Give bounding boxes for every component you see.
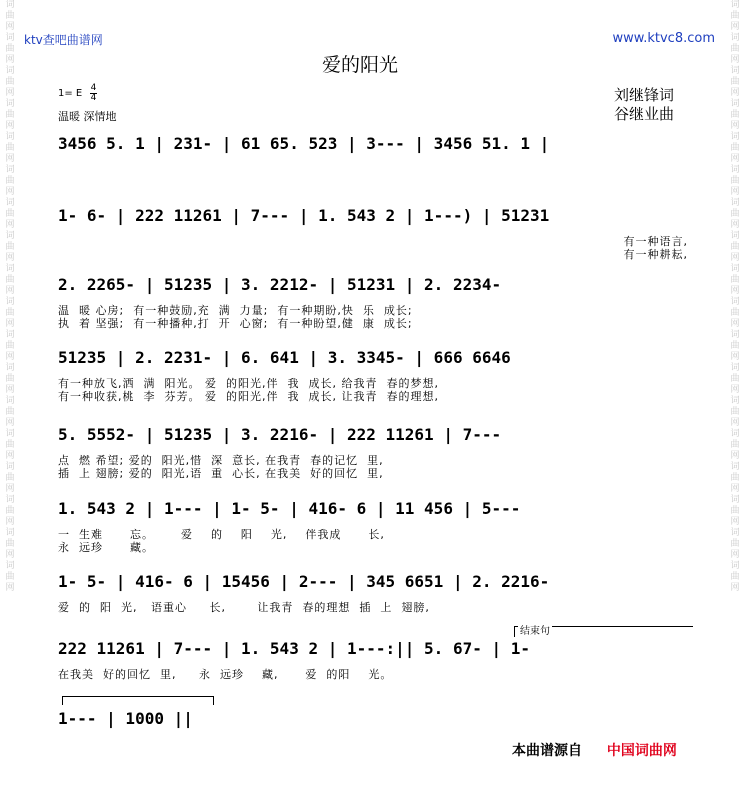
watermark-char: 网 xyxy=(730,418,740,428)
watermark-char: 曲 xyxy=(5,110,15,120)
watermark-char: 网 xyxy=(5,418,15,428)
lyric-verse-2: 永 远珍 藏。 xyxy=(58,541,154,554)
watermark-char: 曲 xyxy=(730,11,740,21)
watermark-char: 词 xyxy=(5,132,15,142)
watermark-char: 曲 xyxy=(730,341,740,351)
watermark-char: 曲 xyxy=(5,374,15,384)
watermark-char: 网 xyxy=(5,550,15,560)
watermark-char: 词 xyxy=(5,99,15,109)
watermark-char: 网 xyxy=(730,484,740,494)
watermark-char: 网 xyxy=(730,55,740,65)
lyric-verse-1: 温 暖 心房; 有一种鼓励,充 满 力量; 有一种期盼,快 乐 成长; xyxy=(58,304,413,317)
watermark-char: 网 xyxy=(5,319,15,329)
lyric-verse-2: 有一种耕耘, xyxy=(623,248,688,261)
watermark-char: 曲 xyxy=(730,44,740,54)
watermark-char: 网 xyxy=(730,385,740,395)
watermark-char: 曲 xyxy=(5,506,15,516)
watermark-char: 曲 xyxy=(5,308,15,318)
watermark-char: 网 xyxy=(730,154,740,164)
watermark-char: 网 xyxy=(5,154,15,164)
watermark-char: 网 xyxy=(730,88,740,98)
source-credit xyxy=(512,740,677,760)
watermark-char: 词 xyxy=(5,528,15,538)
watermark-char: 曲 xyxy=(5,11,15,21)
watermark-char: 曲 xyxy=(730,308,740,318)
watermark-char: 词 xyxy=(5,297,15,307)
watermark-char: 曲 xyxy=(5,440,15,450)
watermark-char: 词 xyxy=(5,561,15,571)
watermark-char: 词 xyxy=(5,165,15,175)
score-row-3 xyxy=(58,272,688,334)
watermark-left xyxy=(2,0,18,787)
watermark-char: 曲 xyxy=(5,539,15,549)
watermark-char: 词 xyxy=(5,264,15,274)
notes: 222 11261 | 7--- | 1. 543 2 | 1---:|| 5. 67- | 1- xyxy=(58,639,531,658)
watermark-char: 曲 xyxy=(5,407,15,417)
notes: 2. 2265- | 51235 | 3. 2212- | 51231 | 2. 2234- xyxy=(58,275,502,294)
notes: 1- 5- | 416- 6 | 15456 | 2--- | 345 6651 | 2. 2216- xyxy=(58,572,550,591)
source-site-link[interactable]: 中国词曲网 xyxy=(606,743,677,759)
watermark-char: 网 xyxy=(5,88,15,98)
score-row-1 xyxy=(58,131,688,193)
score-row-6 xyxy=(58,496,688,558)
watermark-char: 网 xyxy=(5,22,15,32)
key-signature: 1= E xyxy=(58,88,83,99)
lyric-verse-1: 有一种语言, xyxy=(623,235,688,248)
watermark-char: 曲 xyxy=(5,242,15,252)
lyric-verse-1: 点 燃 希望; 爱的 阳光,惜 深 意长, 在我青 春的记忆 里, xyxy=(58,454,384,467)
watermark-char: 词 xyxy=(730,264,740,274)
watermark-char: 词 xyxy=(5,198,15,208)
watermark-char: 词 xyxy=(730,330,740,340)
watermark-char: 网 xyxy=(730,550,740,560)
watermark-char: 词 xyxy=(730,297,740,307)
watermark-char: 词 xyxy=(730,231,740,241)
watermark-char: 网 xyxy=(5,517,15,527)
tie-line xyxy=(62,696,214,705)
watermark-char: 词 xyxy=(730,561,740,571)
watermark-char: 网 xyxy=(5,220,15,230)
notes: 1. 543 2 | 1--- | 1- 5- | 416- 6 | 11 456 | 5--- xyxy=(58,499,521,518)
watermark-char: 曲 xyxy=(730,209,740,219)
watermark-char: 词 xyxy=(5,363,15,373)
time-signature xyxy=(90,84,97,103)
watermark-char: 曲 xyxy=(730,539,740,549)
watermark-char: 词 xyxy=(730,33,740,43)
watermark-char: 网 xyxy=(5,451,15,461)
watermark-char: 网 xyxy=(730,187,740,197)
watermark-char: 词 xyxy=(730,462,740,472)
lyric-verse-1: 在我美 好的回忆 里, 永 远珍 藏, 爱 的阳 光。 xyxy=(58,668,393,681)
watermark-char: 曲 xyxy=(730,440,740,450)
watermark-char: 网 xyxy=(5,352,15,362)
watermark-char: 词 xyxy=(730,363,740,373)
watermark-char: 曲 xyxy=(730,275,740,285)
watermark-char: 网 xyxy=(730,22,740,32)
watermark-char: 曲 xyxy=(5,143,15,153)
watermark-char: 曲 xyxy=(730,374,740,384)
watermark-char: 网 xyxy=(730,319,740,329)
watermark-char: 网 xyxy=(730,220,740,230)
lyricist: 刘继锋词 xyxy=(614,86,675,104)
watermark-char: 网 xyxy=(5,484,15,494)
lyric-verse-1: 爱 的 阳 光, 语重心 长, 让我青 春的理想 插 上 翅膀, xyxy=(58,601,430,614)
watermark-char: 词 xyxy=(730,198,740,208)
watermark-char: 网 xyxy=(5,286,15,296)
watermark-char: 词 xyxy=(730,132,740,142)
watermark-char: 词 xyxy=(5,495,15,505)
time-signature-top: 4 xyxy=(90,83,97,93)
watermark-char: 网 xyxy=(5,55,15,65)
header-site-link-left[interactable]: ktv查吧曲谱网 xyxy=(24,33,103,47)
watermark-char: 曲 xyxy=(730,572,740,582)
lyric-verse-2: 执 着 坚强; 有一种播种,打 开 心窗; 有一种盼望,健 康 成长; xyxy=(58,317,413,330)
watermark-char: 网 xyxy=(730,517,740,527)
watermark-char: 词 xyxy=(5,66,15,76)
watermark-char: 网 xyxy=(730,583,740,593)
watermark-char: 网 xyxy=(5,385,15,395)
watermark-char: 词 xyxy=(5,396,15,406)
watermark-char: 曲 xyxy=(5,572,15,582)
lyric-verse-1: 一 生难 忘。 爱 的 阳 光, 伴我成 长, xyxy=(58,528,385,541)
watermark-char: 词 xyxy=(730,99,740,109)
ending-label: 结束句 xyxy=(518,622,552,637)
source-label: 本曲谱源自 xyxy=(512,743,582,759)
watermark-char: 词 xyxy=(5,231,15,241)
watermark-char: 网 xyxy=(730,451,740,461)
watermark-char: 曲 xyxy=(730,407,740,417)
watermark-char: 网 xyxy=(5,121,15,131)
watermark-char: 词 xyxy=(730,66,740,76)
lyric-verse-1: 有一种放飞,洒 满 阳光。 爱 的阳光,伴 我 成长, 给我青 春的梦想, xyxy=(58,377,439,390)
score-row-7 xyxy=(58,569,688,631)
watermark-char: 词 xyxy=(5,462,15,472)
notes: 1- 6- | 222 11261 | 7--- | 1. 543 2 | 1---) | 51231 xyxy=(58,206,550,225)
notes: 51235 | 2. 2231- | 6. 641 | 3. 3345- | 666 6646 xyxy=(58,348,511,367)
score-row-5 xyxy=(58,422,688,484)
watermark-char: 网 xyxy=(730,352,740,362)
watermark-char: 曲 xyxy=(5,77,15,87)
watermark-char: 词 xyxy=(730,165,740,175)
notes: 1--- | 1000 || xyxy=(58,709,193,728)
watermark-char: 词 xyxy=(730,495,740,505)
watermark-char: 曲 xyxy=(730,506,740,516)
watermark-char: 网 xyxy=(730,286,740,296)
watermark-char: 曲 xyxy=(730,77,740,87)
composer: 谷继业曲 xyxy=(614,105,675,123)
watermark-char: 词 xyxy=(5,330,15,340)
score-row-8 xyxy=(58,636,688,698)
notes: 3456 5. 1 | 231- | 61 65. 523 | 3--- | 3456 51. 1 | xyxy=(58,134,550,153)
watermark-char: 曲 xyxy=(5,209,15,219)
watermark-char: 曲 xyxy=(5,473,15,483)
header-site-link-right[interactable]: www.ktvc8.com xyxy=(612,31,715,46)
watermark-char: 曲 xyxy=(730,242,740,252)
watermark-char: 网 xyxy=(5,187,15,197)
watermark-char: 曲 xyxy=(5,341,15,351)
song-title: 爱的阳光 xyxy=(321,54,398,76)
lyric-verse-2: 插 上 翅膀; 爱的 阳光,语 重 心长, 在我美 好的回忆 里, xyxy=(58,467,384,480)
watermark-char: 词 xyxy=(5,0,15,10)
watermark-char: 曲 xyxy=(730,176,740,186)
watermark-char: 网 xyxy=(730,253,740,263)
score-row-4 xyxy=(58,345,688,407)
watermark-char: 曲 xyxy=(730,473,740,483)
watermark-char: 词 xyxy=(730,528,740,538)
watermark-char: 网 xyxy=(5,583,15,593)
watermark-char: 词 xyxy=(730,0,740,10)
watermark-char: 词 xyxy=(5,429,15,439)
watermark-char: 词 xyxy=(730,396,740,406)
score-row-2 xyxy=(58,203,688,265)
watermark-right xyxy=(727,0,743,787)
watermark-char: 曲 xyxy=(730,143,740,153)
watermark-char: 曲 xyxy=(5,44,15,54)
tempo-marking: 温暖 深情地 xyxy=(58,110,117,123)
credits xyxy=(614,86,674,124)
time-signature-bottom: 4 xyxy=(90,93,97,103)
watermark-char: 曲 xyxy=(5,176,15,186)
watermark-char: 曲 xyxy=(730,110,740,120)
notes: 5. 5552- | 51235 | 3. 2216- | 222 11261 | 7--- xyxy=(58,425,502,444)
watermark-char: 词 xyxy=(5,33,15,43)
lyric-verse-2: 有一种收获,桃 李 芬芳。 爱 的阳光,伴 我 成长, 让我青 春的理想, xyxy=(58,390,439,403)
watermark-char: 词 xyxy=(730,429,740,439)
watermark-char: 网 xyxy=(730,121,740,131)
watermark-char: 网 xyxy=(5,253,15,263)
watermark-char: 曲 xyxy=(5,275,15,285)
